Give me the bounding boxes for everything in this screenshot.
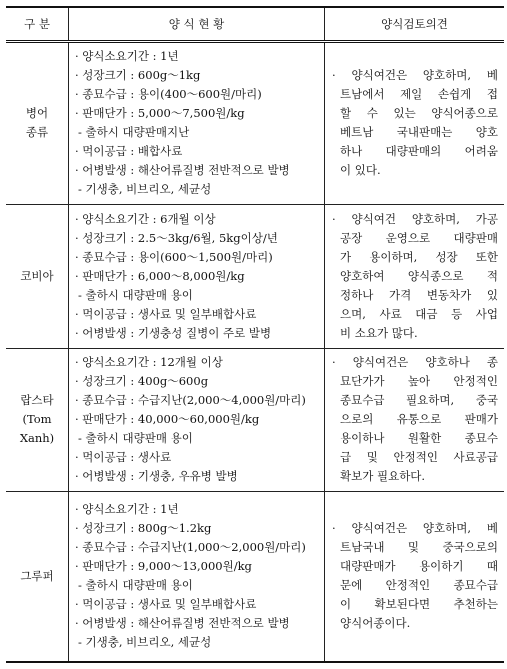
review-line: 으며, 사료 대금 등 사업: [340, 306, 498, 321]
table-body: [6, 41, 504, 662]
category-cell: [6, 491, 69, 662]
status-item: · 성장크기 : 400g～600g: [75, 374, 209, 388]
table-row: [6, 204, 504, 348]
status-subitem: - 기생충, 비브리오, 세균성: [78, 635, 212, 650]
review-line: 트남에서 제일 손쉽게 접: [340, 87, 498, 101]
status-item: · 먹이공급 : 생사료: [75, 450, 172, 464]
review-line: 대량판매가 용이하기 때: [340, 559, 498, 574]
category-label: 랍스타: [20, 393, 54, 407]
category-label: (Tom: [22, 412, 52, 426]
review-line: 정하나 가격 변동차가 있: [340, 287, 498, 302]
review-cell: [325, 348, 505, 491]
category-label: Xanh): [19, 431, 55, 445]
review-line: 문에 안정적인 종묘수급: [340, 578, 498, 593]
status-cell: [69, 491, 325, 662]
table-row: [6, 41, 504, 204]
status-cell: [69, 41, 325, 204]
status-cell: [69, 348, 325, 491]
status-subitem: - 출하시 대량판매 용이: [78, 431, 193, 445]
status-item: · 성장크기 : 800g～1.2kg: [75, 521, 212, 536]
status-item: · 어병발생 : 해산어류질병 전반적으로 발병: [75, 616, 290, 631]
review-line: 양호하여 양식종으로 적: [340, 268, 498, 283]
review-cell: [325, 204, 505, 348]
review-line: 하나 대량판매의 어려움: [340, 144, 498, 158]
status-item: · 먹이공급 : 생사료 및 일부배합사료: [75, 306, 257, 321]
category-cell: [6, 348, 69, 491]
status-item: · 양식소요기간 : 1년: [75, 49, 179, 63]
status-item: · 성장크기 : 600g～1kg: [75, 68, 201, 82]
header-status: 양 식 현 황: [69, 7, 325, 41]
status-item: · 종묘수급 : 수급지난(2,000～4,000원/마리): [75, 393, 306, 407]
review-cell: [325, 491, 505, 662]
status-subitem: - 출하시 대량판매 용이: [78, 578, 193, 593]
category-label: 그루퍼: [20, 568, 54, 583]
review-line: · 양식여건 양호하며, 가공: [332, 211, 498, 226]
review-line: 베트남 국내판매는 양호: [340, 125, 498, 139]
category-cell: [6, 204, 69, 348]
status-item: · 성장크기 : 2.5～3kg/6월, 5kg이상/년: [75, 230, 278, 245]
status-item: · 종묘수급 : 수급지난(1,000～2,000원/마리): [75, 540, 306, 555]
status-subitem: - 출하시 대량판매지난: [78, 125, 190, 139]
review-line: · 양식여건은 양호하며, 베: [332, 68, 498, 82]
status-item: · 먹이공급 : 배합사료: [75, 144, 183, 158]
table-header-row: [6, 7, 504, 41]
status-subitem: - 기생충, 비브리오, 세균성: [78, 182, 212, 196]
review-line: 이 확보된다면 추천하는: [340, 597, 498, 612]
aquaculture-species-table: [6, 6, 504, 663]
review-line: 트남국내 및 중국으로의: [340, 540, 498, 555]
header-category: 구 분: [6, 7, 69, 41]
review-line: 이 있다.: [340, 163, 381, 177]
category-label: 코비아: [20, 268, 54, 283]
table-head: [6, 7, 504, 41]
status-item: · 먹이공급 : 생사료 및 일부배합사료: [75, 597, 257, 612]
category-cell: [6, 41, 69, 204]
status-subitem: - 출하시 대량판매 용이: [78, 287, 193, 302]
review-line: 할 수 있는 양식어종으로: [340, 106, 498, 120]
review-line: 공장 운영으로 대량판매: [340, 230, 498, 245]
category-label: 종류: [25, 125, 49, 139]
category-label: 병어: [25, 106, 49, 120]
status-item: · 판매단가 : 6,000～8,000원/kg: [75, 268, 245, 283]
review-line: · 양식여건은 양호하며, 베: [332, 521, 498, 536]
status-item: · 양식소요기간 : 1년: [75, 502, 179, 517]
review-line: 으로의 유통으로 판매가: [340, 412, 498, 426]
status-item: · 어병발생 : 기생충, 우유병 발병: [75, 469, 238, 483]
review-line: 가 용이하며, 성장 또한: [340, 249, 498, 264]
review-line: 비 소요가 많다.: [340, 325, 418, 340]
status-item: · 양식소요기간 : 12개월 이상: [75, 355, 223, 369]
table-row: [6, 348, 504, 491]
review-line: 급 및 안정적인 사료공급: [340, 450, 498, 464]
review-line: 양식어종이다.: [340, 616, 411, 631]
review-line: 용이하나 원활한 종묘수: [340, 431, 498, 445]
review-cell: [325, 41, 505, 204]
review-line: 종묘수급 필요하며, 중국: [340, 393, 498, 407]
status-item: · 종묘수급 : 용이(600～1,500원/마리): [75, 249, 273, 264]
status-item: · 판매단가 : 9,000～13,000원/kg: [75, 559, 252, 574]
table-row: [6, 491, 504, 662]
status-item: · 판매단가 : 5,000～7,500원/kg: [75, 106, 245, 120]
status-item: · 어병발생 : 기생충성 질병이 주로 발병: [75, 325, 272, 340]
header-review: 양식검토의견: [325, 7, 505, 41]
review-line: 확보가 필요하다.: [340, 469, 426, 483]
status-item: · 어병발생 : 해산어류질병 전반적으로 발병: [75, 163, 290, 177]
status-cell: [69, 204, 325, 348]
status-item: · 종묘수급 : 용이(400～600원/마리): [75, 87, 262, 101]
review-line: · 양식여건은 양호하나 종: [332, 355, 498, 369]
review-line: 묘단가가 높아 안정적인: [340, 374, 498, 388]
status-item: · 양식소요기간 : 6개월 이상: [75, 211, 216, 226]
status-item: · 판매단가 : 40,000～60,000원/kg: [75, 412, 260, 426]
